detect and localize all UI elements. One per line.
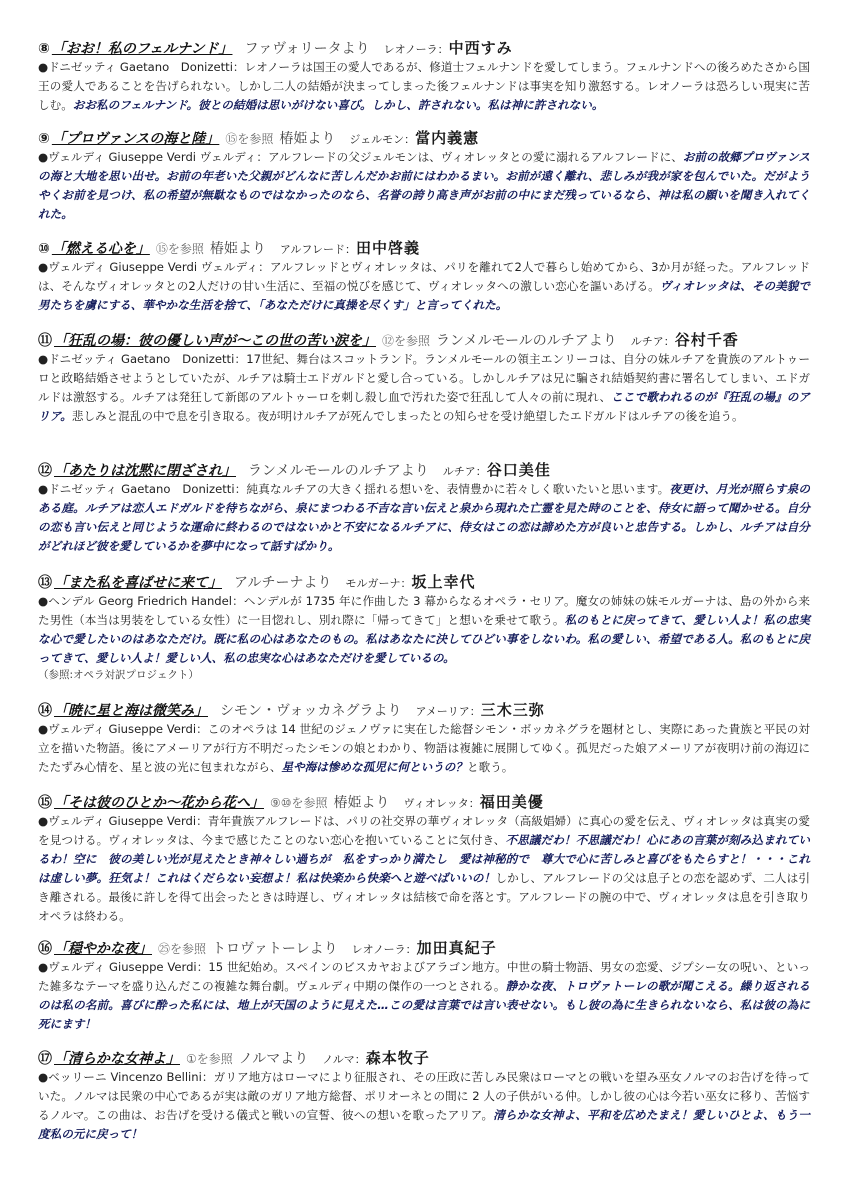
entry-number: ⑧ [38,41,50,57]
composer-name: ●ヴェルディ Giuseppe Verdi ヴェルディ： [38,260,270,274]
role-name: ジェルモン： [349,133,416,146]
synopsis-text: アルフレードの父ジェルモンは、ヴィオレッタとの愛に溺れるアルフレードに、 [267,150,683,164]
singer-name: 田中啓義 [356,239,421,257]
entry-number: ⑨ [38,131,50,147]
synopsis-text: 純真なルチアの大きく揺れる想いを、表情豊かに若々しく歌いたいと思います。 [246,482,670,496]
reference-source-note: （参照:オペラ対訳プロジェクト） [38,669,199,681]
synopsis-text: 青年貴族アルフレードは、パリの社交界の華ヴィオレッタ（高級娼婦）に真心の愛を伝え、ヴィオレッタは真実の愛を見つける。ヴィオレッタは、今まで感じたことのない恋心を抱いていることに気付き、 [38,814,810,847]
reference-note: ①を参照 [186,1052,233,1066]
lyric-quote: 不思議だわ！不思議だわ！心にあの言葉が刻み込まれているわ！空に 彼の美しい光が見えたとき神々しい過ちが 私をすっかり満たし 愛は神秘的で 尊大で心に苦しみと喜びをもたらすと！・・・これは虚しい夢。狂気よ！これはくだらない妄想よ！私は快楽から快楽へと遊べばいいの！ [38,833,810,885]
lyric-quote: ヴィオレッタは、その美貌で男たちを虜にする、華やかな生活を捨て、「あなただけに真操を尽くす」と言ってくれた。 [38,279,810,312]
program-entry-14 [38,700,810,777]
reference-note: ⑮を参照 [155,242,204,256]
entry-description [38,720,810,777]
synopsis-text: ガリア地方はローマにより征服され、その圧政に苦しみ民衆はローマとの戦いを望み巫女ノルマのお告げを待っていた。ノルマは民衆の中心であるが実は敵のガリア地方総督、ポリオーネとの間に 2 人の子供がいる仲。しかし彼の心は今若い巫女に移り、苦悩するノルマ。この曲は、お告げを受ける儀式と戦いの宣誓、彼への想いを歌ったアリア。 [38,1070,810,1122]
composer-name: ●ドニゼッティ Gaetano Donizetti： [38,352,247,366]
lyric-quote: おお私のフェルナンド。彼との結婚は思いがけない喜び。しかし、許されない。私は神に許されない。 [72,98,604,112]
entry-number: ⑬ [38,575,52,591]
aria-title: 「また私を喜ばせに来て」 [54,575,222,591]
aria-title: 「燃える心を」 [51,241,150,257]
opera-source: トロヴァトーレより [212,941,338,957]
entry-description [38,258,810,315]
singer-name: 谷村千香 [674,331,739,349]
synopsis-text: アルフレッドとヴィオレッタは、パリを離れて2人で暮らし始めてから、3か月が経った。アルフレッドは、そんなヴィオレッタとの2人だけの甘い生活に、至福の悦びを感じて、ヴィオレッタへの激しい恋心を謳いあげる。 [38,260,810,293]
role-name: アメーリア： [415,705,481,718]
entry-header [38,330,810,350]
entry-header [38,572,810,592]
singer-name: 坂上幸代 [411,573,476,591]
singer-name: 谷口美佳 [486,461,551,479]
reference-note: ⑮を参照 [225,132,274,146]
lyric-quote: 星や海は惨めな孤児に何というの？ [281,760,467,774]
opera-source: 椿姫より [209,241,266,257]
entry-header [38,238,810,258]
entry-number: ⑰ [38,1051,52,1067]
synopsis-text: 17世紀、舞台はスコットランド。ランメルモールの領主エンリーコは、自分の妹ルチアを貴族のアルトゥーロと政略結婚させようとしていたが、ルチアは騎士エドガルドと愛し合っている。しかしルチアは兄に騙され結婚契約書に署名してしまい、エドガルドは激怒する。ルチアは発狂して新郎のアルトゥーロを刺し殺し血で汚れた姿で狂乱して人々の前に現れ、 [38,352,810,404]
entry-description [38,480,810,556]
singer-name: 三木三弥 [480,701,545,719]
lyric-quote: ここで歌われるのが『狂乱の場』のアリア。 [38,390,810,423]
program-entry-17 [38,1048,810,1144]
synopsis-text: レオノーラは国王の愛人であるが、修道士フェルナンドを愛してしまう。フェルナンドへの後ろめたさから国王の愛人であることを告げられない。しかし二人の結婚が決まってしまった後フェルナンドは事実を知り激怒する。レオノーラは恐ろしい現実に苦しむ。 [38,60,810,112]
synopsis-tail: と歌う。 [467,760,514,774]
lyric-quote: 清らかな女神よ、平和を広めたまえ！愛しいひとよ、もう一度私の元に戻って！ [38,1108,810,1141]
opera-source: ランメルモールのルチアより [248,463,429,479]
entry-number: ⑯ [38,941,52,957]
entry-header [38,938,810,958]
composer-name: ●ヴェルディ Giuseppe Verdi： [38,722,208,736]
synopsis-tail: しかし、アルフレードの父は息子との恋を認めず、二人は引き離される。最後に許しを得て出会ったときは時遅し、ヴィオレッタは結核で命を落とす。アルフレードの腕の中で、ヴィオレッタは息を引き取りオペラは終わる。 [38,871,810,923]
program-entry-16 [38,938,810,1034]
lyric-quote: 静かな夜、トロヴァトーレの歌が聞こえる。繰り返されるのは私の名前。喜びに酔った私には、地上が天国のように見えた…この愛は言葉では言い表せない。もし彼の為に生きられないなら、私は彼の為に死にます！ [38,979,810,1031]
entry-header [38,700,810,720]
aria-title: 「あたりは沈黙に閉ざされ」 [54,463,236,479]
aria-title: 「狂乱の場：彼の優しい声が〜この世の苦い涙を」 [54,333,376,349]
role-name: ルチア： [442,465,487,478]
aria-title: 「プロヴァンスの海と陸」 [51,131,220,147]
reference-note: ⑨⑩を参照 [270,796,328,810]
opera-source: アルチーナより [234,575,332,591]
aria-title: 「そは彼のひとか〜花から花へ」 [54,795,264,811]
role-name: レオノーラ： [383,43,449,56]
singer-name: 福田美優 [479,793,544,811]
role-name: アルフレード： [279,243,356,256]
entry-header [38,128,810,148]
synopsis-tail: 悲しみと混乱の中で息を引き取る。夜が明けルチアが死んでしまったとの知らせを受け絶望したエドガルドはルチアの後を追う。 [71,409,744,423]
program-entry-9 [38,128,810,224]
composer-name: ●ベッリーニ Vincenzo Bellini： [38,1070,214,1084]
entry-number: ⑩ [38,241,50,257]
opera-source: ファヴォリータより [244,41,370,57]
role-name: ノルマ： [322,1053,366,1066]
entry-header [38,1048,810,1068]
entry-description [38,58,810,115]
singer-name: 當内義憲 [415,129,480,147]
program-entry-8 [38,38,810,115]
reference-note: ㉕を参照 [158,942,207,956]
program-entry-12 [38,460,810,556]
entry-number: ⑭ [38,703,52,719]
composer-name: ●ヴェルディ Giuseppe Verdi： [38,960,209,974]
singer-name: 加田真紀子 [416,939,497,957]
composer-name: ●ドニゼッティ Gaetano Donizetti： [38,482,247,496]
opera-source: 椿姫より [279,131,336,147]
program-entry-11 [38,330,810,426]
entry-number: ⑪ [38,333,52,349]
opera-source: シモン・ヴォッカネグラより [220,703,402,719]
entry-description [38,812,810,926]
lyric-quote: 夜更け、月光が照らす泉のある庭。ルチアは恋人エドガルドを待ちながら、泉にまつわる不吉な言い伝えと泉から現れた亡霊を見た時のことを、侍女に語って聞かせる。自分の恋も言い伝えと同じような運命に終わるのではないかと不安になるルチアに、侍女はこの恋は諦めた方が良いと忠告する。しかし、ルチアは自分がどれほど彼を愛しているかを夢中になって話すばかり。 [38,482,810,553]
entry-header [38,792,810,812]
composer-name: ●ヘンデル Georg Friedrich Handel： [38,594,244,608]
singer-name: 森本牧子 [365,1049,430,1067]
entry-header [38,460,810,480]
role-name: ルチア： [630,335,675,348]
entry-description [38,1068,810,1144]
lyric-quote: お前の故郷プロヴァンスの海と大地を思い出せ。お前の年老いた父親がどんなに苦しんだかお前にはわかるまい。お前が遠く離れ、悲しみが我が家を包んでいた。だがようやくお前を見つけ、私の希望が無駄なものではなかったのなら、名誉の誇り高き声がお前の中にまだ残っているなら、神は私の願いを聞き入れてくれた。 [38,150,810,221]
program-entry-13 [38,572,810,683]
aria-title: 「暁に星と海は微笑み」 [54,703,208,719]
entry-header [38,38,810,58]
program-entry-15 [38,792,810,926]
entry-description [38,958,810,1034]
composer-name: ●ヴェルディ Giuseppe Verdi ヴェルディ： [38,150,268,164]
reference-note: ⑫を参照 [382,334,431,348]
entry-description [38,592,810,668]
role-name: モルガーナ： [345,577,412,590]
synopsis-text: ヘンデルが 1735 年に作曲した 3 幕からなるオペラ・セリア。魔女の姉妹の妹モルガーナは、島の外から来た男性（本当は男装をしている女性）に一目惚れし、別れ際に「帰ってきて」と想いを乗せて歌う。 [38,594,811,627]
program-entry-10 [38,238,810,315]
aria-title: 「清らかな女神よ」 [54,1051,180,1067]
opera-source: ランメルモールのルチアより [436,333,617,349]
synopsis-text: 15 世紀始め。スペインのビスカヤおよびアラゴン地方。中世の騎士物語、男女の恋愛、ジプシー女の呪い、といった雑多なテーマを盛り込んだこの複雑な舞台劇。ヴェルディ中期の傑作の一つとされる。 [38,960,810,993]
entry-number: ⑮ [38,795,52,811]
entry-number: ⑫ [38,463,52,479]
entry-description [38,350,810,426]
aria-title: 「おお！私のフェルナンド」 [51,41,233,57]
composer-name: ●ドニゼッティ Gaetano Donizetti： [38,60,245,74]
composer-name: ●ヴェルディ Giuseppe Verdi： [38,814,208,828]
opera-source: 椿姫より [333,795,390,811]
role-name: ヴィオレッタ： [403,797,480,810]
entry-description [38,148,810,224]
singer-name: 中西すみ [448,39,513,57]
opera-source: ノルマより [238,1051,309,1067]
role-name: レオノーラ： [351,943,417,956]
lyric-quote: 私のもとに戻ってきて、愛しい人よ！私の忠実な心で愛したいのはあなただけ。既に私の心はあなたのもの。私はあなたに決してひどい事をしないわ。私の愛しい、希望である人。私のもとに戻ってきて、愛しい人よ！愛しい人、私の忠実な心はあなただけを愛しているの。 [38,613,810,665]
synopsis-text: このオペラは 14 世紀のジェノヴァに実在した総督シモン・ボッカネグラを題材とし、実際にあった貴族と平民の対立を描いた物語。後にアメーリアが行方不明だったシモンの娘とわかり、物語は複雑に展開してゆく。孤児だった娘アメーリアが夜明け前の海辺にたたずみ心情を、星と波の光に包まれながら、 [38,722,810,774]
aria-title: 「穏やかな夜」 [54,941,152,957]
